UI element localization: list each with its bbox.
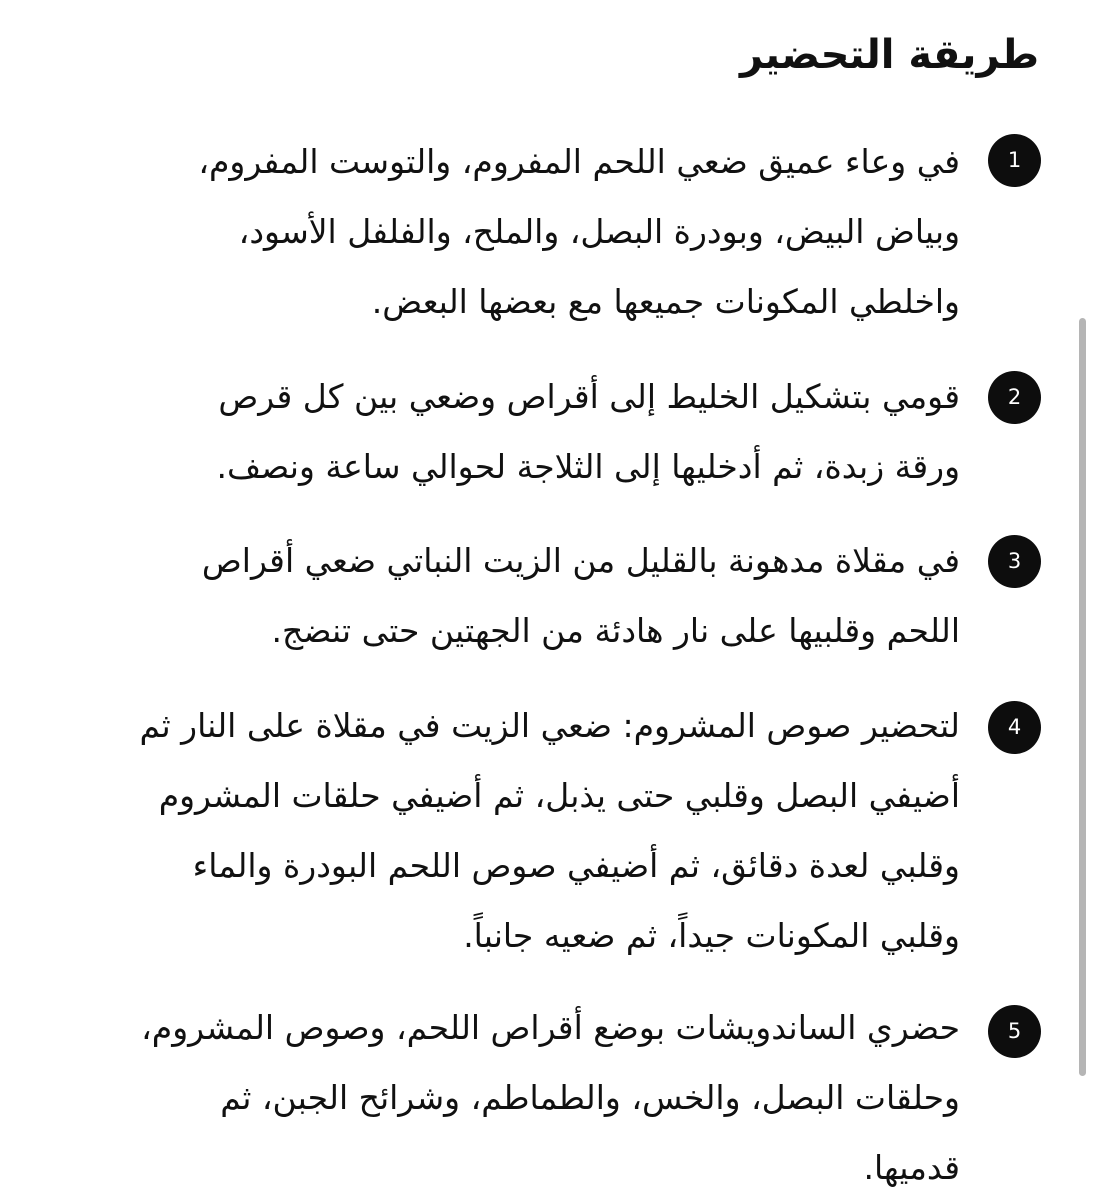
step-line: وبياض البيض، وبودرة البصل، والملح، والفلفل الأسود،	[238, 212, 960, 251]
step-text	[40, 526, 960, 666]
step-text	[40, 691, 960, 971]
step-text	[40, 127, 960, 337]
step-line: حضري الساندويشات بوضع أقراص اللحم، وصوص المشروم،	[141, 1008, 960, 1047]
step-line: وقلبي لعدة دقائق، ثم أضيفي صوص اللحم البودرة والماء	[192, 846, 960, 885]
step-line: وحلقات البصل، والخس، والطماطم، وشرائح الجبن، ثم	[220, 1078, 960, 1117]
step-line: واخلطي المكونات جميعها مع بعضها البعض.	[371, 282, 960, 321]
step-line: أضيفي البصل وقلبي حتى يذبل، ثم أضيفي حلقات المشروم	[158, 776, 960, 815]
step-line: ورقة زبدة، ثم أدخليها إلى الثلاجة لحوالي ساعة ونصف.	[216, 447, 960, 486]
step-number-badge: 4	[988, 701, 1041, 754]
step-number-badge: 1	[988, 134, 1041, 187]
step-line: في مقلاة مدهونة بالقليل من الزيت النباتي ضعي أقراص	[201, 541, 960, 580]
page-title: طريقة التحضير	[739, 32, 1039, 78]
step-line: لتحضير صوص المشروم: ضعي الزيت في مقلاة على النار ثم	[139, 706, 960, 745]
step-number-badge: 5	[988, 1005, 1041, 1058]
step-number-badge: 2	[988, 371, 1041, 424]
step-line: قومي بتشكيل الخليط إلى أقراص وضعي بين كل قرص	[218, 377, 960, 416]
step-line: في وعاء عميق ضعي اللحم المفروم، والتوست المفروم،	[198, 142, 960, 181]
step-line: وقلبي المكونات جيداً، ثم ضعيه جانباً.	[463, 916, 960, 955]
step-text	[40, 362, 960, 502]
step-number-badge: 3	[988, 535, 1041, 588]
step-line: اللحم وقلبيها على نار هادئة من الجهتين حتى تنضج.	[271, 611, 960, 650]
step-line: قدميها.	[863, 1148, 960, 1187]
vertical-scrollbar[interactable]	[1079, 318, 1086, 1076]
step-text	[40, 993, 960, 1203]
